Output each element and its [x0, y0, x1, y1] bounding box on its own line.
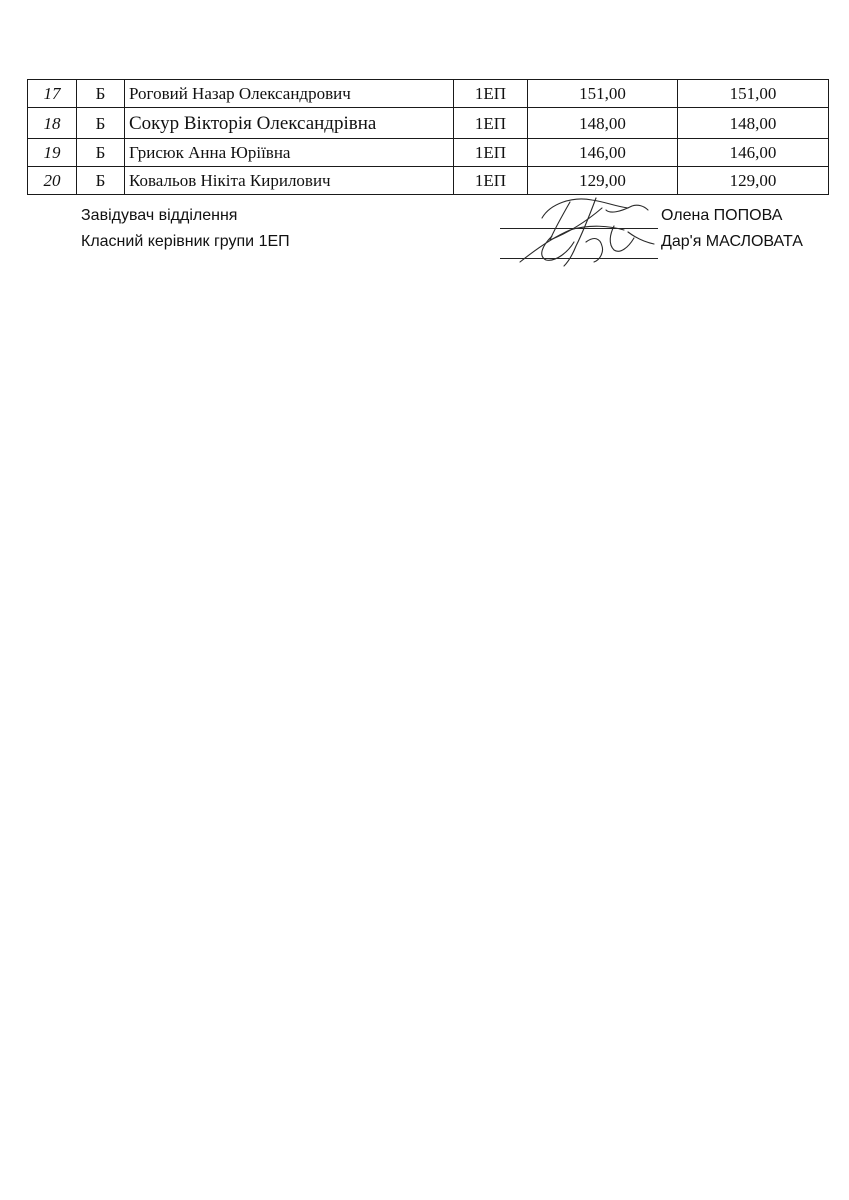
row-category: Б [77, 108, 125, 139]
row-category: Б [77, 167, 125, 195]
row-category: Б [77, 139, 125, 167]
row-score: 151,00 [528, 80, 678, 108]
row-score: 148,00 [528, 108, 678, 139]
group-curator-name: Дар'я МАСЛОВАТА [661, 233, 803, 250]
row-total-score: 148,00 [678, 108, 829, 139]
row-student-name: Грисюк Анна Юріївна [125, 139, 454, 167]
row-total-score: 151,00 [678, 80, 829, 108]
row-score: 146,00 [528, 139, 678, 167]
row-group: 1ЕП [454, 80, 528, 108]
row-category: Б [77, 80, 125, 108]
row-number: 19 [28, 139, 77, 167]
row-group: 1ЕП [454, 167, 528, 195]
row-student-name: Сокур Вікторія Олександрівна [125, 108, 454, 139]
handwritten-signature [510, 190, 660, 280]
row-student-name: Роговий Назар Олександрович [125, 80, 454, 108]
row-total-score: 129,00 [678, 167, 829, 195]
row-group: 1ЕП [454, 139, 528, 167]
row-score: 129,00 [528, 167, 678, 195]
row-number: 20 [28, 167, 77, 195]
row-number: 17 [28, 80, 77, 108]
row-number: 18 [28, 108, 77, 139]
head-of-department-role: Завідувач відділення [81, 207, 238, 224]
row-student-name: Ковальов Нікіта Кирилович [125, 167, 454, 195]
signature-block [0, 0, 849, 300]
row-group: 1ЕП [454, 108, 528, 139]
row-total-score: 146,00 [678, 139, 829, 167]
group-curator-role: Класний керівник групи 1ЕП [81, 233, 290, 250]
head-of-department-name: Олена ПОПОВА [661, 207, 783, 224]
